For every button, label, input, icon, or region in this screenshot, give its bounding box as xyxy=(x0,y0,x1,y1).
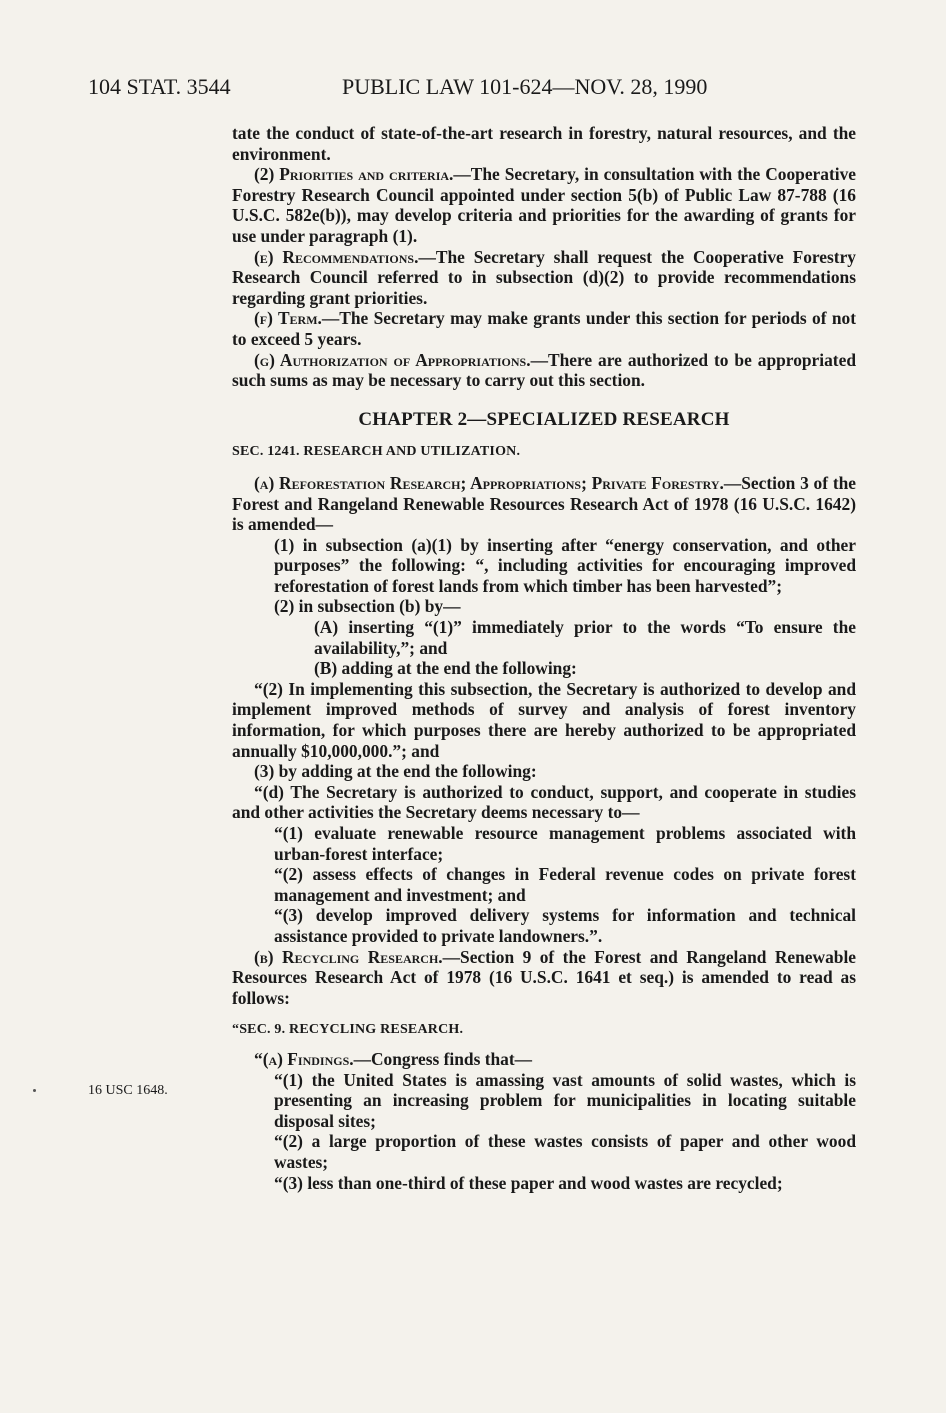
paragraph-label: (2) Priorities and criteria. xyxy=(254,164,454,185)
statute-page-number: 104 STAT. 3544 xyxy=(88,74,231,99)
page-header xyxy=(88,74,888,114)
quoted-clause: “(1) the United States is amassing vast amounts of solid wastes, which is presenting an increasing problem for municipalities in locating suitable disposal sites; xyxy=(274,1069,856,1131)
paragraph-label: (g) Authorization of Appropriations. xyxy=(254,349,531,370)
paragraph-label: (e) Recommendations. xyxy=(254,246,419,267)
paragraph-text: —Congress finds that— xyxy=(353,1048,533,1069)
quoted-clause: “(3) develop improved delivery systems for information and technical assistance provided to private landowners.”. xyxy=(274,905,856,946)
paragraph xyxy=(232,164,856,246)
paragraph-label: (b) Recycling Research. xyxy=(254,946,443,967)
subclause: (B) adding at the end the following: xyxy=(314,658,577,679)
quoted-clause: “(2) assess effects of changes in Federal revenue codes on private forest management and investment; and xyxy=(274,864,856,905)
paragraph-label: (f) Term. xyxy=(254,308,322,329)
paragraph-text: —Section 3 of the Forest and Rangeland Renewable Resources Research Act of 1978 (16 U.S.C. 1642) is amended— xyxy=(232,472,856,535)
paragraph xyxy=(232,247,856,309)
section-heading: SEC. 1241. RESEARCH AND UTILIZATION. xyxy=(232,444,521,460)
clause: (1) in subsection (a)(1) by inserting after “energy conservation, and other purposes” the following: “, including activities for encouraging improved reforestation of forest lands from which timber has been harvested”; xyxy=(274,534,856,596)
paragraph-text: —Section 9 of the Forest and Rangeland Renewable Resources Research Act of 1978 (16 U.S.C. 1641 et seq.) is amended to read as follows: xyxy=(232,946,857,1008)
paragraph xyxy=(232,473,856,535)
paragraph-text: —The Secretary shall request the Cooperative Forestry Research Council referred to in subsection (d)(2) to provide recommendations regarding grant priorities. xyxy=(232,246,856,308)
paragraph-text: —The Secretary may make grants under this section for periods of not to exceed 5 years. xyxy=(232,308,856,349)
paragraph xyxy=(232,1049,856,1070)
margin-dot xyxy=(33,1089,36,1092)
paragraph-text: —There are authorized to be appropriated such sums as may be necessary to carry out this section. xyxy=(232,349,856,391)
paragraph-label: (a) Reforestation Research; Appropriations; Private Forestry. xyxy=(254,472,724,493)
paragraph-label: “(a) Findings. xyxy=(254,1048,354,1069)
chapter-heading: CHAPTER 2—SPECIALIZED RESEARCH xyxy=(358,408,730,430)
paragraph: tate the conduct of state-of-the-art research in forestry, natural resources, and the environment. xyxy=(232,123,856,164)
clause: (2) in subsection (b) by— xyxy=(274,596,461,617)
paragraph xyxy=(232,308,856,349)
public-law-title: PUBLIC LAW 101-624—NOV. 28, 1990 xyxy=(342,74,708,99)
document-body xyxy=(232,123,856,1193)
quoted-paragraph: “(2) In implementing this subsection, the Secretary is authorized to develop and implement improved methods of survey and analysis of forest inventory information, for which purposes there are hereby authorized to be appropriated annually $10,000,000.”; and xyxy=(232,678,856,761)
quoted-clause: “(2) a large proportion of these wastes consists of paper and other wood wastes; xyxy=(274,1131,856,1172)
paragraph-text: —The Secretary, in consultation with the Cooperative Forestry Research Council appointed under section 5(b) of Public Law 87-788 (16 U.S.C. 582e(b)), may develop criteria and priorities for the awarding of grants for use under paragraph (1). xyxy=(232,164,856,246)
subclause: (A) inserting “(1)” immediately prior to the words “To ensure the availability,”; and xyxy=(314,617,856,658)
quoted-clause: “(3) less than one-third of these paper and wood wastes are recycled; xyxy=(274,1172,783,1193)
paragraph xyxy=(232,947,856,1009)
quoted-clause: “(1) evaluate renewable resource management problems associated with urban-forest interface; xyxy=(274,823,856,864)
margin-citation: 16 USC 1648. xyxy=(88,1083,168,1098)
clause: (3) by adding at the end the following: xyxy=(254,761,537,782)
section-heading: “SEC. 9. RECYCLING RESEARCH. xyxy=(232,1022,464,1038)
paragraph xyxy=(232,350,856,391)
quoted-paragraph: “(d) The Secretary is authorized to conduct, support, and cooperate in studies and other activities the Secretary deems necessary to— xyxy=(232,781,856,823)
